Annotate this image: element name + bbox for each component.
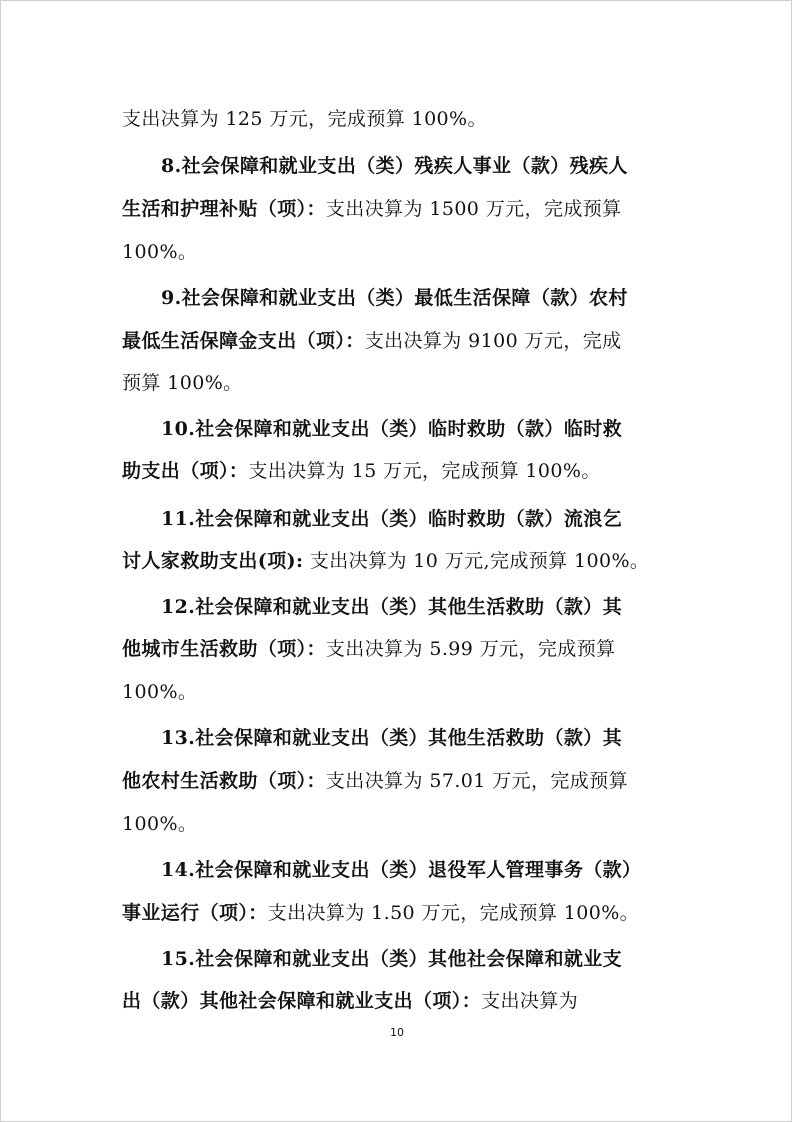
text-line-14 [122, 680, 682, 704]
text-line-12 [161, 595, 682, 619]
text-line-11 [122, 549, 682, 573]
line-9-text: 支出决算为 15 万元，完成预算 100%。 [248, 460, 601, 482]
text-line-20 [161, 947, 682, 971]
line-11-text: 支出决算为 10 万元,完成预算 100%。 [303, 550, 650, 572]
text-line-1 [122, 107, 682, 131]
line-9-bold: 助支出（项）： [122, 460, 249, 482]
line-3-text: 支出决算为 1500 万元，完成预算 [325, 198, 622, 220]
line-14-text: 100%。 [122, 681, 198, 703]
item-13-heading: 13.社会保障和就业支出（类）其他生活救助（款）其 [161, 727, 623, 749]
line-3-bold: 生活和护理补贴（项）： [122, 198, 326, 220]
page-number: 10 [390, 1026, 404, 1039]
text-line-3 [122, 197, 682, 221]
text-line-6 [122, 329, 682, 353]
line-13-text: 支出决算为 5.99 万元，完成预算 [325, 638, 616, 660]
item-15-heading: 15.社会保障和就业支出（类）其他社会保障和就业支 [161, 948, 623, 970]
line-19-bold: 事业运行（项）： [122, 902, 268, 924]
line-6-text: 支出决算为 9100 万元，完成 [364, 330, 622, 352]
item-11-heading: 11.社会保障和就业支出（类）临时救助（款）流浪乞 [161, 508, 623, 530]
line-11-bold: 讨人家救助支出(项): [122, 550, 304, 572]
line-13-bold: 他城市生活救助（项）： [122, 638, 326, 660]
text-line-10 [161, 507, 682, 531]
text-line-7 [122, 371, 682, 395]
text-line-8 [161, 417, 682, 441]
text-line-16 [122, 769, 682, 793]
line-7-text: 预算 100%。 [122, 372, 243, 394]
text-line-18 [161, 858, 682, 882]
text-line-15 [161, 726, 682, 750]
text-line-21 [122, 989, 682, 1013]
text-line-13 [122, 637, 682, 661]
line-6-bold: 最低生活保障金支出（项）： [122, 330, 365, 352]
item-12-heading: 12.社会保障和就业支出（类）其他生活救助（款）其 [161, 596, 623, 618]
line-4-text: 100%。 [122, 241, 198, 263]
line-21-text: 支出决算为 [481, 990, 579, 1012]
text-line-19 [122, 901, 682, 925]
text-line-5 [161, 286, 682, 310]
item-14-heading: 14.社会保障和就业支出（类）退役军人管理事务（款） [161, 859, 642, 881]
item-8-heading: 8.社会保障和就业支出（类）残疾人事业（款）残疾人 [161, 155, 628, 177]
line-17-text: 100%。 [122, 813, 198, 835]
line-16-bold: 他农村生活救助（项）： [122, 770, 326, 792]
item-10-heading: 10.社会保障和就业支出（类）临时救助（款）临时救 [161, 418, 623, 440]
line-19-text: 支出决算为 1.50 万元，完成预算 100%。 [267, 902, 640, 924]
text-line-17 [122, 812, 682, 836]
line-21-bold: 出（款）其他社会保障和就业支出（项）： [122, 990, 482, 1012]
line-16-text: 支出决算为 57.01 万元，完成预算 [325, 770, 628, 792]
text-line-9 [122, 459, 682, 483]
item-9-heading: 9.社会保障和就业支出（类）最低生活保障（款）农村 [161, 287, 628, 309]
text-line-4 [122, 240, 682, 264]
text-line-2 [161, 154, 682, 178]
line-1-text: 支出决算为 125 万元，完成预算 100%。 [122, 108, 487, 130]
